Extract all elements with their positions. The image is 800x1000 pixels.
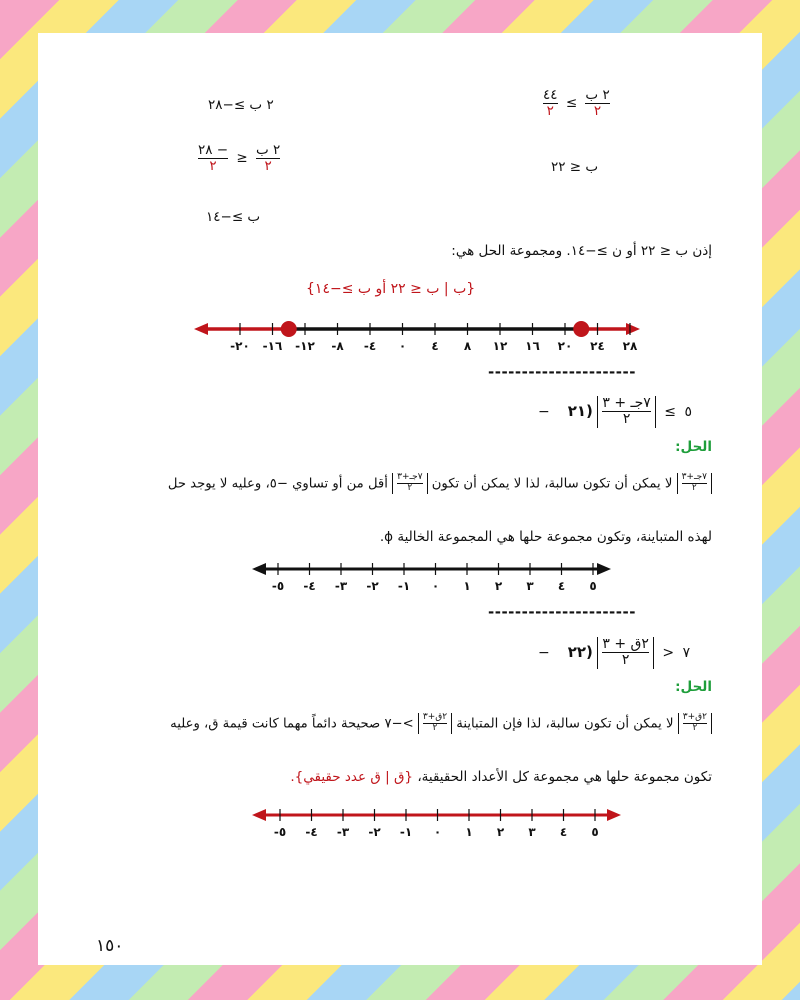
left-inequality: ٢ ب ≥−٢٨: [208, 97, 274, 113]
tick-label: -١: [397, 579, 411, 593]
solution-point: [573, 321, 589, 337]
frac-numerator: ٧جـ+٣: [681, 472, 707, 482]
frac-denominator: ٢: [432, 722, 438, 733]
frac-denominator: ٢: [621, 652, 630, 669]
conclusion-text: إذن ب ≤ ٢٢ أو ن ≥−١٤. ومجموعة الحل هي:: [451, 243, 712, 259]
tick-label: ١٢: [492, 339, 508, 353]
number-line-1: [192, 315, 652, 355]
text-part: >−٧ صحيحة دائماً مهما كانت قيمة ق، وعليه: [170, 716, 414, 732]
solution-set-1: {ب | ب ≤ ٢٢ أو ب ≥−١٤}: [306, 281, 476, 297]
text-part: لا يمكن أن تكون سالبة، لذا لا يمكن أن تكون: [431, 476, 673, 492]
absolute-value: [597, 637, 654, 669]
tick-label: ٢٤: [590, 339, 605, 353]
number-line-3: [248, 801, 628, 841]
solution-set-2: {ق | ق عدد حقيقي}.: [290, 769, 414, 785]
tick-label: -٢: [366, 579, 379, 593]
tick-label: -٣: [336, 825, 350, 839]
tick-label: -١٦: [262, 339, 283, 353]
tick-label: ٢٠: [557, 339, 573, 353]
tick-label: ٤: [559, 825, 568, 839]
tick-label: -٥: [271, 579, 285, 593]
absolute-value: [677, 473, 712, 494]
tick-label: -٥: [273, 825, 287, 839]
q21-explanation-line1: [168, 473, 712, 494]
tick-label: ٤: [431, 339, 439, 353]
tick-label: -٢: [368, 825, 381, 839]
frac-denominator: ٢: [691, 482, 697, 493]
arrow-left-icon: [252, 563, 266, 575]
q22-rhs: −٧: [538, 644, 691, 661]
q22-explanation-line2: [290, 769, 712, 785]
worksheet-page: [38, 33, 762, 965]
text-part: لا يمكن أن تكون سالبة، لذا فإن المتباينة: [456, 716, 674, 732]
frac-numerator: ٢ ب: [585, 87, 610, 103]
tick-label: -٢٠: [230, 339, 250, 353]
right-result: ب ≤ ٢٢: [551, 159, 599, 175]
page-number: ١٥٠: [96, 936, 124, 956]
left-fraction-inequality: [198, 143, 280, 174]
tick-label: ٠: [398, 339, 407, 353]
tick-label: ١٦: [525, 339, 540, 353]
tick-label: ٠: [431, 579, 440, 593]
left-frac-rhs: [198, 143, 228, 174]
frac-denominator: ٢: [264, 157, 272, 174]
frac-numerator: ٢ ب: [256, 142, 281, 158]
tick-label: ١: [463, 579, 471, 593]
right-fraction-inequality: [543, 88, 610, 119]
tick-label: -١٢: [295, 339, 315, 353]
arrow-left-icon: [194, 323, 208, 335]
q21-number: (٢١: [567, 401, 593, 420]
separator-1: ----------------------: [488, 363, 636, 381]
relation-symbol: ≥: [664, 403, 676, 420]
frac-denominator: ٢: [546, 102, 554, 119]
frac-numerator: ٢ق+٣: [682, 712, 707, 722]
left-result: ب ≥−١٤: [206, 209, 261, 225]
absolute-value: [597, 396, 655, 428]
right-frac-lhs: [585, 88, 609, 119]
frac-numerator: ٢ق+٣: [422, 712, 448, 722]
tick-label: -٤: [363, 339, 377, 353]
tick-label: ٨: [463, 339, 472, 353]
tick-label: ٢٨: [622, 339, 638, 353]
q21-fraction: [602, 396, 650, 428]
tick-label: ٣: [526, 579, 534, 593]
arrow-right-icon: [607, 809, 621, 821]
relation-symbol: ≥: [236, 150, 248, 167]
frac-numerator: ٢٨ −: [198, 142, 229, 158]
q22-explanation-line1: [170, 713, 712, 734]
right-frac-rhs: [543, 88, 558, 119]
tick-label: ٣: [528, 825, 536, 839]
frac-denominator: ٢: [692, 722, 698, 733]
absolute-value: [392, 473, 427, 494]
tick-label: ٥: [591, 825, 599, 839]
arrow-right-icon: [597, 563, 611, 575]
frac-denominator: ٢: [209, 157, 217, 174]
frac-numerator: ٧جـ + ٣: [602, 395, 651, 411]
frac-numerator: ٧جـ+٣: [397, 472, 423, 482]
frac-numerator: ٤٤: [543, 87, 558, 103]
solution-point: [281, 321, 297, 337]
relation-symbol: <: [662, 644, 675, 661]
tick-label: ٥: [589, 579, 597, 593]
tick-label: -٣: [334, 579, 348, 593]
tick-label: -٨: [331, 339, 344, 353]
relation-symbol: ≤: [565, 95, 578, 112]
tick-label: ٠: [433, 825, 442, 839]
tick-label: -٤: [303, 579, 316, 593]
absolute-value: [678, 713, 712, 734]
arrow-right-icon: [626, 323, 640, 335]
frac-denominator: ٢: [593, 102, 602, 119]
q21-rhs: −٥: [538, 403, 692, 420]
text-part: تكون مجموعة حلها هي مجموعة كل الأعداد الحقيقية،: [417, 769, 712, 785]
tick-label: ٤: [557, 579, 566, 593]
q21-explanation-line2: لهذه المتباينة، وتكون مجموعة حلها هي المجموعة الخالية ϕ.: [379, 529, 712, 545]
q22-fraction: [602, 637, 649, 669]
q21-inequality: [538, 396, 692, 428]
q22-inequality: [538, 637, 690, 669]
tick-label: -٤: [305, 825, 318, 839]
left-frac-lhs: [256, 143, 280, 174]
text-part: أقل من أو تساوي −٥، وعليه لا يوجد حل: [167, 476, 388, 492]
tick-label: -١: [399, 825, 413, 839]
arrow-left-icon: [252, 809, 266, 821]
separator-2: ----------------------: [488, 603, 636, 621]
number-line-2: [248, 555, 618, 595]
tick-label: ٢: [496, 825, 505, 839]
tick-label: ١: [465, 825, 473, 839]
frac-denominator: ٢: [622, 411, 631, 428]
tick-label: ٢: [494, 579, 503, 593]
frac-denominator: ٢: [407, 482, 413, 493]
q21-solution-label: الحل:: [675, 439, 712, 455]
q22-number: (٢٢: [567, 642, 593, 661]
q22-solution-label: الحل:: [675, 679, 712, 695]
frac-numerator: ٢ق + ٣: [602, 636, 649, 652]
absolute-value: [418, 713, 452, 734]
